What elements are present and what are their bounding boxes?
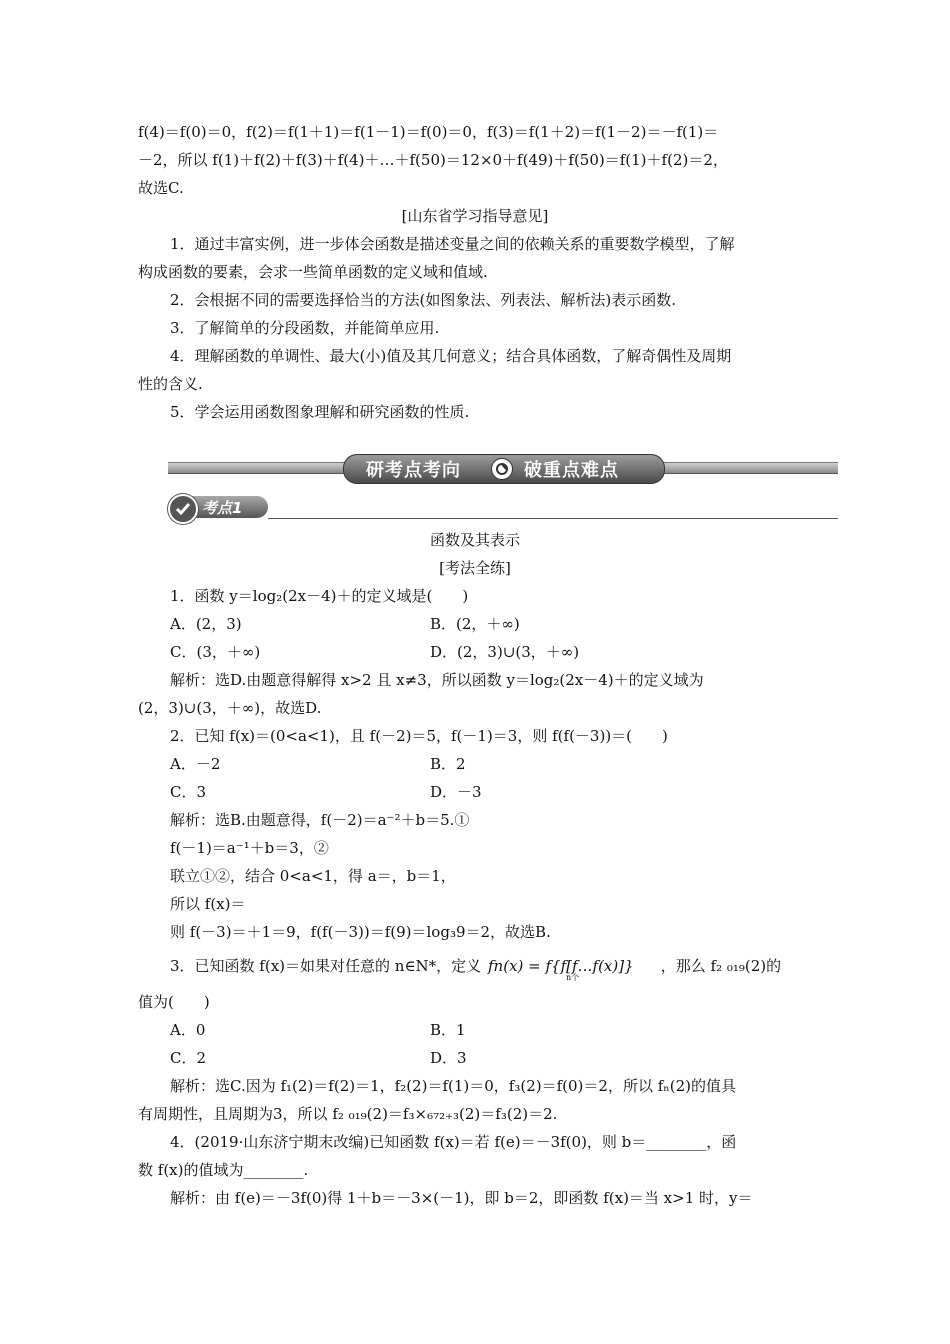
solution-line: (2，3)∪(3，＋∞)，故选D.: [138, 699, 322, 717]
option-a: A．(2，3): [170, 615, 242, 633]
text-line: 故选C.: [138, 179, 184, 197]
option-a: A．0: [170, 1021, 206, 1039]
section-title: 函数及其表示: [429, 531, 520, 549]
option-b: B．2: [430, 755, 466, 773]
guide-item: 性的含义.: [138, 375, 203, 393]
solution-line: 有周期性，且周期为3，所以 f₂ ₀₁₉(2)＝f₃×₆₇₂₊₃(2)＝f₃(2)＝2.: [138, 1105, 558, 1123]
question-stem-part: 3．已知函数 f(x)＝如果对任意的 n∈N*，定义: [170, 957, 482, 975]
question-stem: 1．函数 y＝log₂(2x－4)＋的定义域是( ): [170, 587, 469, 605]
question-stem: 2．已知 f(x)＝(0<a<1)，且 f(－2)＝5，f(－1)＝3，则 f(f(－3))＝( ): [170, 727, 668, 745]
checkmark-icon: [168, 494, 198, 524]
guide-title: [山东省学习指导意见]: [401, 207, 549, 225]
kaodian-badge: [168, 494, 268, 520]
option-b: B．1: [430, 1021, 466, 1039]
option-b: B．(2，＋∞): [430, 615, 520, 633]
option-c: C．3: [170, 783, 207, 801]
option-c: C．(3，＋∞): [170, 643, 261, 661]
question-stem: 数 f(x)的值域为________.: [138, 1161, 309, 1179]
question-stem: 4．(2019·山东济宁期末改编)已知函数 f(x)＝若 f(e)＝－3f(0)，则 b＝________，函: [170, 1133, 737, 1151]
guide-item: 1．通过丰富实例，进一步体会函数是描述变量之间的依赖关系的重要数学模型，了解: [170, 235, 735, 253]
question-stem: 值为( ): [138, 993, 210, 1011]
option-d: D．(2，3)∪(3，＋∞): [430, 643, 580, 661]
guide-item: 构成函数的要素，会求一些简单函数的定义域和值域.: [138, 263, 488, 281]
option-d: D．－3: [430, 783, 482, 801]
formula-subscript: n个: [565, 973, 580, 981]
solution-line: 联立①②，结合 0<a<1，得 a＝，b＝1，: [170, 867, 456, 885]
formula-text: fn(x) = f{f[f…f(x)]}: [487, 957, 634, 975]
solution-line: 解析：选C.因为 f₁(2)＝f(2)＝1，f₂(2)＝f(1)＝0，f₃(2)＝f(0)＝2，所以 fₙ(2)的值具: [170, 1077, 737, 1095]
solution-line: 解析：选D.由题意得解得 x>2 且 x≠3，所以函数 y＝log₂(2x－4)＋的定义域为: [170, 671, 704, 689]
solution-line: 解析：由 f(e)＝－3f(0)得 1＋b＝－3×(－1)，即 b＝2，即函数 f(x)＝当 x>1 时，y＝: [170, 1189, 753, 1207]
solution-line: 所以 f(x)＝: [170, 895, 246, 913]
section-subtitle: [考法全练]: [439, 559, 511, 577]
guide-item: 4．理解函数的单调性、最大(小)值及其几何意义；结合具体函数，了解奇偶性及周期: [170, 347, 732, 365]
text-line: －2，所以 f(1)＋f(2)＋f(3)＋f(4)＋…＋f(50)＝12×0＋f(49)＋f(50)＝f(1)＋f(2)＝2，: [138, 151, 728, 169]
guide-item: 2．会根据不同的需要选择恰当的方法(如图象法、列表法、解析法)表示函数.: [170, 291, 677, 309]
guide-item: 3．了解简单的分段函数，并能简单应用.: [170, 319, 440, 337]
solution-line: f(－1)＝a⁻¹＋b＝3，②: [170, 839, 329, 857]
guide-item: 5．学会运用函数图象理解和研究函数的性质.: [170, 403, 470, 421]
option-c: C．2: [170, 1049, 207, 1067]
solution-line: 则 f(－3)＝＋1＝9，f(f(－3))＝f(9)＝log₃9＝2，故选B.: [170, 923, 551, 941]
question-stem-part: ，那么 f₂ ₀₁₉(2)的: [660, 957, 782, 975]
text-line: f(4)＝f(0)＝0，f(2)＝f(1＋1)＝f(1－1)＝f(0)＝0，f(3)＝f(1＋2)＝f(1－2)＝－f(1)＝: [138, 123, 719, 141]
kaodian-label: 考点1: [202, 499, 243, 517]
divider: [268, 518, 838, 519]
solution-line: 解析：选B.由题意得，f(－2)＝a⁻²＋b＝5.①: [170, 811, 470, 829]
banner-left-text: 研考点考向: [366, 460, 461, 481]
link-icon: [491, 458, 513, 480]
section-banner: [168, 454, 838, 482]
iterated-function-formula: [486, 953, 656, 981]
option-d: D．3: [430, 1049, 467, 1067]
question-stem: [170, 952, 820, 981]
banner-right-text: 破重点难点: [524, 460, 619, 481]
option-a: A．－2: [170, 755, 221, 773]
